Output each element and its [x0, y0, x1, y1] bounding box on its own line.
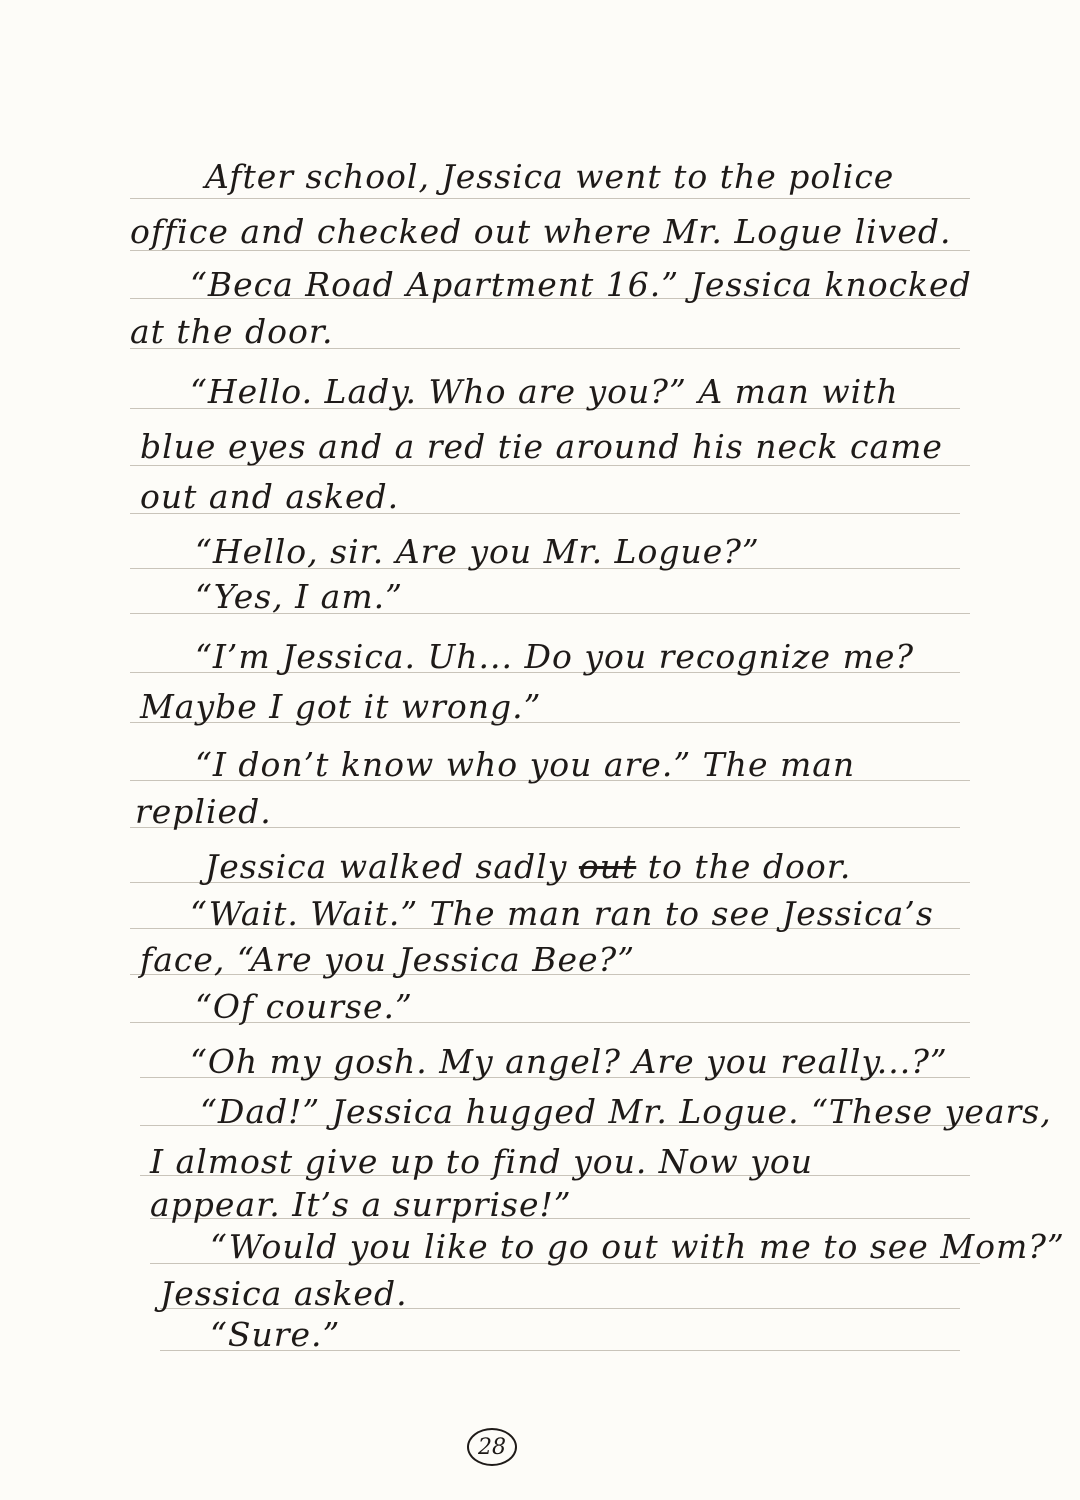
text-line: “Would you like to go out with me to see Mom?”	[210, 1227, 1065, 1266]
text-line: office and checked out where Mr. Logue lived.	[130, 212, 952, 251]
text-line: “Of course.”	[195, 987, 413, 1026]
text-line: “I’m Jessica. Uh... Do you recognize me?	[195, 637, 915, 676]
text-line: face, “Are you Jessica Bee?”	[140, 940, 636, 979]
text-line: “Hello, sir. Are you Mr. Logue?”	[195, 532, 760, 571]
text-fragment: to the door.	[647, 847, 852, 886]
text-line: “Oh my gosh. My angel? Are you really...?”	[190, 1042, 948, 1081]
text-line: “Wait. Wait.” The man ran to see Jessica’s	[190, 894, 934, 933]
text-line: replied.	[135, 792, 272, 831]
ruled-line	[130, 198, 970, 199]
text-line: Jessica asked.	[160, 1274, 408, 1313]
text-line: “Yes, I am.”	[195, 577, 404, 616]
text-line	[205, 847, 852, 886]
text-line: I almost give up to find you. Now you	[150, 1142, 814, 1181]
text-line: blue eyes and a red tie around his neck came	[140, 427, 943, 466]
text-line: “Sure.”	[210, 1315, 341, 1354]
text-line: at the door.	[130, 312, 334, 351]
struck-word: out	[578, 847, 637, 886]
text-fragment: Jessica walked sadly	[205, 847, 568, 886]
text-line: “Hello. Lady. Who are you?” A man with	[190, 372, 899, 411]
text-line: appear. It’s a surprise!”	[150, 1185, 572, 1224]
page-number: 28	[467, 1428, 517, 1466]
text-line: “Dad!” Jessica hugged Mr. Logue. “These years,	[200, 1092, 1052, 1131]
text-line: Maybe I got it wrong.”	[140, 687, 542, 726]
text-line: After school, Jessica went to the police	[205, 157, 895, 196]
text-line: “Beca Road Apartment 16.” Jessica knocked	[190, 265, 972, 304]
text-line: out and asked.	[140, 477, 400, 516]
text-line: “I don’t know who you are.” The man	[195, 745, 856, 784]
